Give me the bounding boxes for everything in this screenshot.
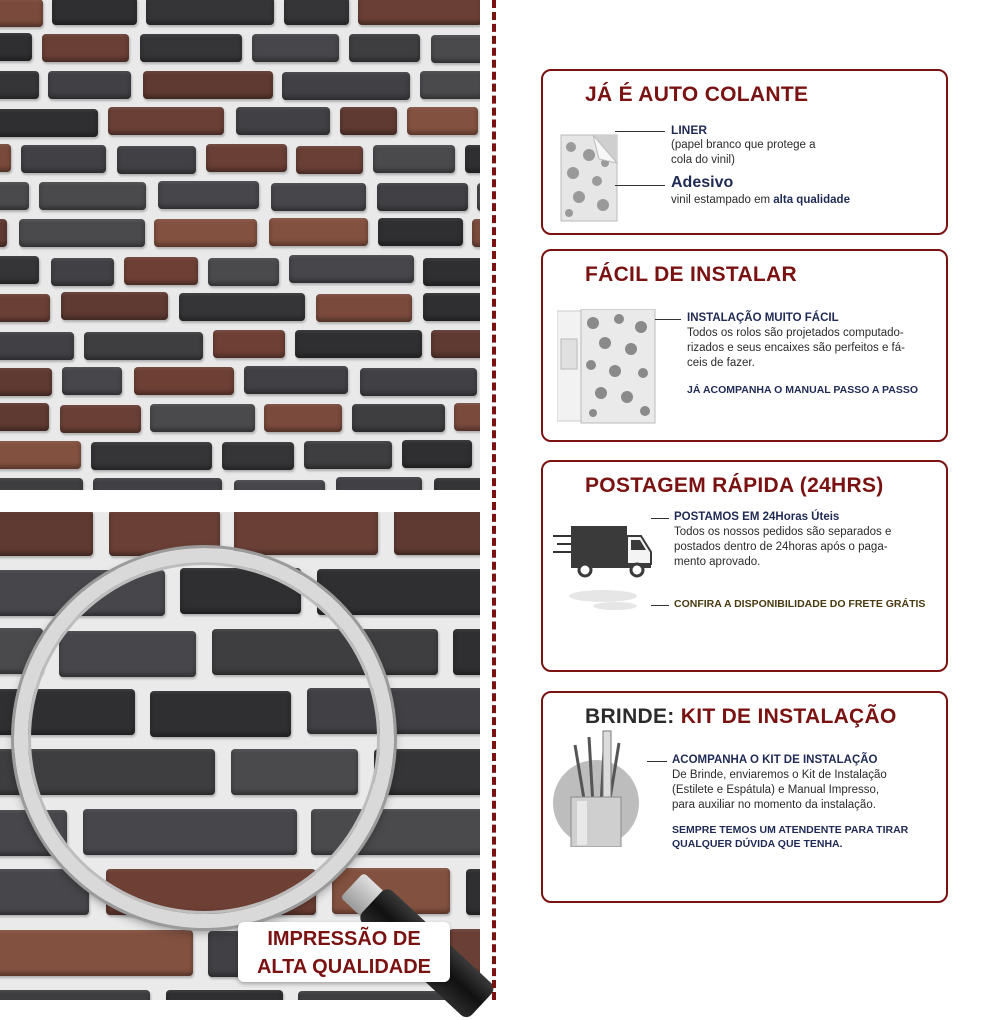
- brick: [0, 403, 49, 431]
- install-desc-1: Todos os rolos são projetados computado-: [687, 327, 904, 339]
- brick: [340, 107, 397, 135]
- kit-desc-2: (Estilete e Espátula) e Manual Impresso,: [672, 784, 880, 796]
- brick: [0, 441, 81, 469]
- liner-desc-1: (papel branco que protege a: [671, 139, 816, 151]
- brick: [0, 294, 50, 322]
- install-desc-3: ceis de fazer.: [687, 357, 755, 369]
- shipping-desc-1: Todos os nossos pedidos são separados e: [674, 526, 892, 538]
- shipping-desc-3: mento aprovado.: [674, 556, 761, 568]
- install-note: JÁ ACOMPANHA O MANUAL PASSO A PASSO: [687, 384, 919, 396]
- leader-line: [615, 131, 665, 132]
- brick: [0, 0, 43, 27]
- liner-title: LINER: [671, 123, 707, 137]
- install-desc-2: rizados e seus encaixes são perfeitos e fá-: [687, 342, 905, 354]
- brick-pattern-top: [0, 0, 480, 490]
- brick: [358, 0, 480, 25]
- brick: [454, 403, 480, 431]
- kit-note-2: QUALQUER DÚVIDA QUE TENHA.: [672, 838, 843, 850]
- shipping-note: CONFIRA A DISPONIBILIDADE DO FRETE GRÁTIS: [674, 598, 926, 610]
- brick: [378, 218, 463, 246]
- install-heading: INSTALAÇÃO MUITO FÁCIL: [687, 312, 839, 324]
- brick: [150, 404, 255, 432]
- brick: [295, 330, 422, 358]
- brick: [154, 219, 257, 247]
- brick: [0, 33, 32, 61]
- brick: [373, 145, 455, 173]
- brick: [304, 441, 392, 469]
- brick: [264, 404, 342, 432]
- brick: [42, 34, 129, 62]
- leader-line: [615, 185, 665, 186]
- brick: [0, 368, 52, 396]
- brick: [423, 293, 480, 321]
- brick: [282, 72, 410, 100]
- brick: [423, 258, 480, 286]
- brick: [420, 71, 480, 99]
- brick: [134, 367, 234, 395]
- liner-desc-2: cola do vinil): [671, 154, 735, 166]
- kit-heading: ACOMPANHA O KIT DE INSTALAÇÃO: [672, 754, 878, 766]
- brick: [0, 990, 150, 1000]
- brick: [0, 332, 74, 360]
- brick: [213, 330, 285, 358]
- brick: [431, 330, 480, 358]
- brick: [108, 107, 224, 135]
- brick: [234, 480, 325, 490]
- brick: [208, 258, 279, 286]
- brick: [166, 990, 283, 1000]
- brick: [352, 404, 445, 432]
- shipping-desc-2: postados dentro de 24horas após o paga-: [674, 541, 888, 553]
- brick: [377, 183, 468, 211]
- brick: [269, 218, 368, 246]
- brick: [51, 258, 114, 286]
- brick: [39, 182, 146, 210]
- quality-label-line2: ALTA QUALIDADE: [256, 956, 432, 978]
- wallpaper-room-icon: [557, 309, 657, 425]
- brick: [158, 181, 259, 209]
- shipping-heading: POSTAMOS EM 24Horas Úteis: [674, 511, 840, 523]
- brick: [336, 477, 422, 490]
- brick: [146, 0, 274, 25]
- quality-label-line1: IMPRESSÃO DE: [267, 928, 421, 950]
- kit-note-1: SEMPRE TEMOS UM ATENDENTE PARA TIRAR: [672, 824, 909, 836]
- leader-line: [651, 605, 669, 606]
- brick: [244, 366, 348, 394]
- brick: [0, 478, 83, 490]
- brick: [431, 35, 480, 63]
- brick: [402, 440, 472, 468]
- brick: [472, 219, 480, 247]
- adesivo-title: Adesivo: [671, 174, 734, 191]
- brick: [222, 442, 294, 470]
- brick: [93, 478, 222, 490]
- brick: [316, 294, 412, 322]
- brick: [0, 182, 29, 210]
- adesivo-desc: [671, 193, 850, 208]
- brick: [48, 71, 131, 99]
- card-title: FÁCIL DE INSTALAR: [585, 263, 797, 286]
- card-title: POSTAGEM RÁPIDA (24HRS): [585, 474, 884, 497]
- brick: [0, 71, 39, 99]
- brick: [117, 146, 196, 174]
- brick: [394, 512, 480, 555]
- brick: [284, 0, 349, 25]
- adesivo-desc-bold: alta qualidade: [773, 194, 850, 206]
- brick: [0, 219, 7, 247]
- tool-cup-icon: [549, 727, 643, 847]
- brick: [407, 107, 478, 135]
- card-title: [585, 705, 897, 729]
- kit-desc-3: para auxiliar no momento da instalação.: [672, 799, 876, 811]
- leader-line: [655, 319, 681, 320]
- brick: [84, 332, 203, 360]
- brick: [21, 145, 106, 173]
- brick: [236, 107, 330, 135]
- delivery-truck-icon: [551, 520, 659, 612]
- brick: [143, 71, 273, 99]
- brick: [124, 257, 198, 285]
- card-postagem-rapida: [541, 460, 948, 672]
- brick: [179, 293, 305, 321]
- card-title-red: KIT DE INSTALAÇÃO: [680, 705, 897, 728]
- brick: [61, 292, 168, 320]
- adesivo-desc-text: vinil estampado em: [671, 194, 774, 206]
- brick: [19, 219, 145, 247]
- brick: [0, 109, 98, 137]
- brick: [477, 183, 480, 211]
- brick: [271, 183, 366, 211]
- card-auto-colante: [541, 69, 948, 235]
- brick: [434, 478, 480, 490]
- vinyl-sheet-icon: [559, 133, 619, 223]
- magnifier-lens-icon: [14, 548, 394, 928]
- leader-line: [651, 518, 669, 519]
- kit-desc-1: De Brinde, enviaremos o Kit de Instalação: [672, 769, 887, 781]
- brick: [60, 405, 141, 433]
- brick: [62, 367, 122, 395]
- brick: [349, 34, 420, 62]
- card-brinde-kit: [541, 691, 948, 903]
- brick: [296, 146, 363, 174]
- brick: [91, 442, 212, 470]
- brick: [0, 512, 93, 556]
- leader-line: [647, 761, 667, 762]
- brick: [52, 0, 137, 25]
- card-facil-instalar: [541, 249, 948, 442]
- brick: [465, 145, 480, 173]
- brick: [0, 144, 11, 172]
- card-title: JÁ É AUTO COLANTE: [585, 83, 809, 106]
- brick: [360, 368, 477, 396]
- brick: [453, 629, 480, 675]
- brick: [234, 512, 378, 555]
- quality-label: [238, 922, 450, 982]
- card-title-dark: BRINDE:: [585, 705, 681, 728]
- brick: [466, 869, 480, 915]
- brick: [206, 144, 287, 172]
- brick: [0, 930, 193, 976]
- brick: [289, 255, 414, 283]
- dashed-divider: [492, 0, 496, 1000]
- brick: [252, 34, 339, 62]
- brick: [0, 256, 39, 284]
- brick: [140, 34, 242, 62]
